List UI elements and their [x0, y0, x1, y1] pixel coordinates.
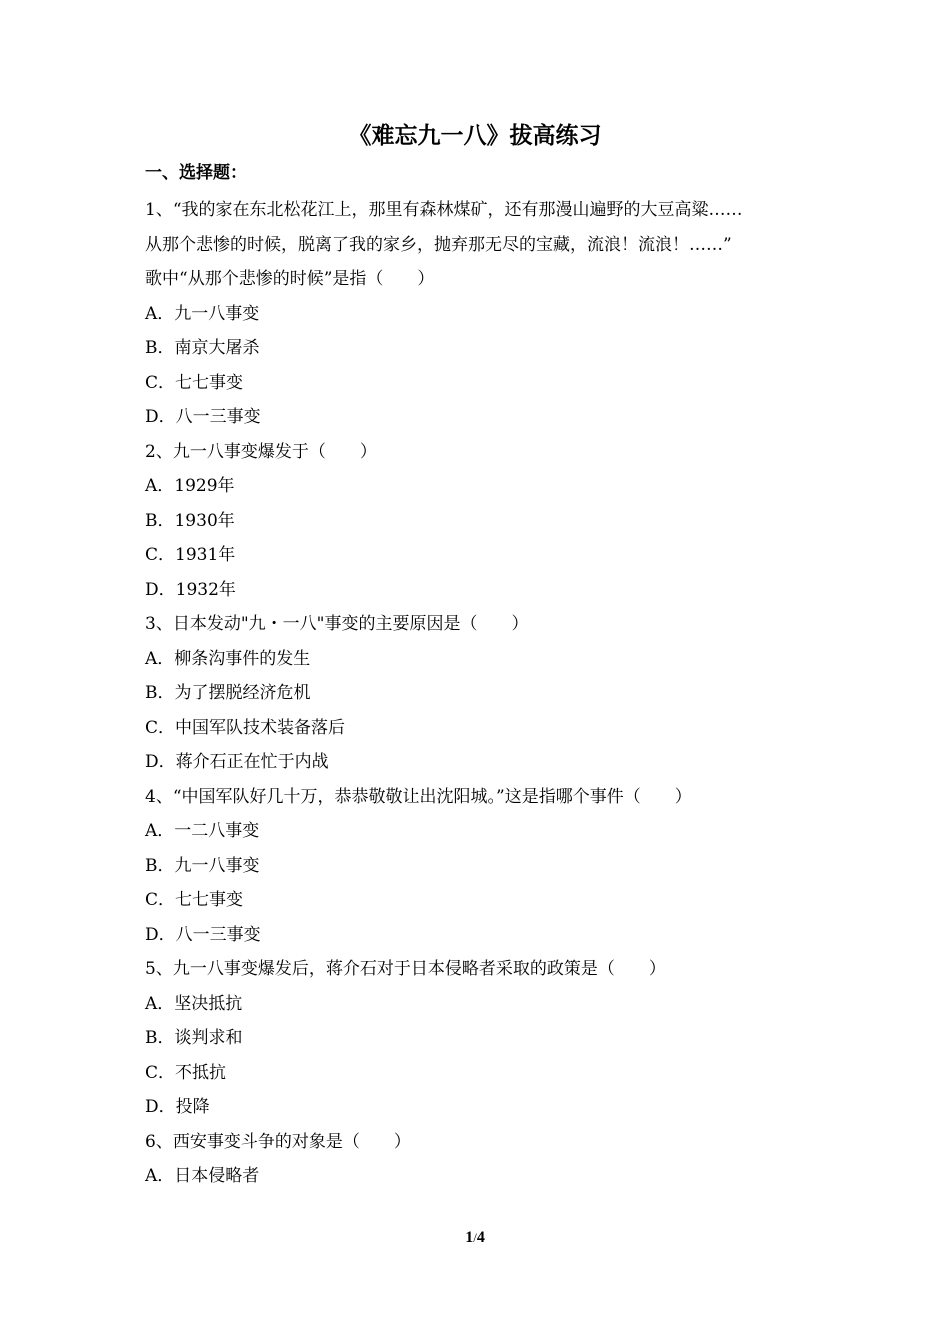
- question-5-option-b: B．谈判求和: [145, 1028, 243, 1048]
- question-1-option-b: B．南京大屠杀: [145, 338, 260, 358]
- question-4-option-b: B．九一八事变: [145, 855, 260, 876]
- question-6-option-a: A．日本侵略者: [145, 1166, 260, 1186]
- question-5-option-a: A．坚决抵抗: [145, 993, 243, 1014]
- question-list: [145, 193, 835, 1194]
- question-2-stem: 2、九一八事变爆发于（ ）: [145, 441, 377, 462]
- question-1-stem-line-2: 从那个悲惨的时候，脱离了我的家乡，抛弃那无尽的宝藏，流浪！流浪！……”: [145, 234, 732, 255]
- page-separator: /: [473, 1230, 477, 1245]
- question-6-stem: 6、西安事变斗争的对象是（ ）: [145, 1131, 411, 1152]
- page-current: 1: [465, 1229, 474, 1246]
- question-4-option-c: C．七七事变: [145, 890, 244, 910]
- question-5-stem: 5、九一八事变爆发后，蒋介石对于日本侵略者采取的政策是（ ）: [145, 959, 666, 979]
- question-1-option-d: D．八一三事变: [145, 407, 261, 427]
- question-1-stem-line-3: 歌中“从那个悲惨的时候”是指（ ）: [145, 269, 435, 289]
- question-2-option-b: B．1930年: [145, 510, 235, 531]
- question-3-option-a: A．柳条沟事件的发生: [145, 648, 311, 669]
- question-3-option-c: C．中国军队技术装备落后: [145, 717, 346, 738]
- page-number: [0, 1226, 950, 1250]
- section-heading: 一、选择题：: [145, 163, 247, 183]
- question-5-option-d: D．投降: [145, 1097, 210, 1117]
- question-4-option-a: A．一二八事变: [145, 821, 260, 841]
- question-2-option-a: A．1929年: [145, 476, 235, 496]
- question-1-option-c: C．七七事变: [145, 372, 244, 393]
- question-2-option-d: D．1932年: [145, 579, 236, 600]
- question-3-stem: 3、日本发动"九・一八"事变的主要原因是（ ）: [145, 614, 529, 634]
- question-2-option-c: C．1931年: [145, 545, 236, 565]
- question-3-option-d: D．蒋介石正在忙于内战: [145, 752, 329, 772]
- question-4-option-d: D．八一三事变: [145, 924, 261, 945]
- page-title: 《难忘九一八》拔高练习: [348, 123, 602, 149]
- page-total: 4: [476, 1229, 485, 1246]
- question-4-stem: 4、“中国军队好几十万，恭恭敬敬让出沈阳城。”这是指哪个事件（ ）: [145, 786, 692, 807]
- question-5-option-c: C．不抵抗: [145, 1062, 227, 1083]
- question-1-stem-line-1: 1、“我的家在东北松花江上，那里有森林煤矿，还有那漫山遍野的大豆高粱……: [145, 200, 743, 220]
- question-1-option-a: A．九一八事变: [145, 303, 260, 324]
- question-3-option-b: B．为了摆脱经济危机: [145, 683, 311, 703]
